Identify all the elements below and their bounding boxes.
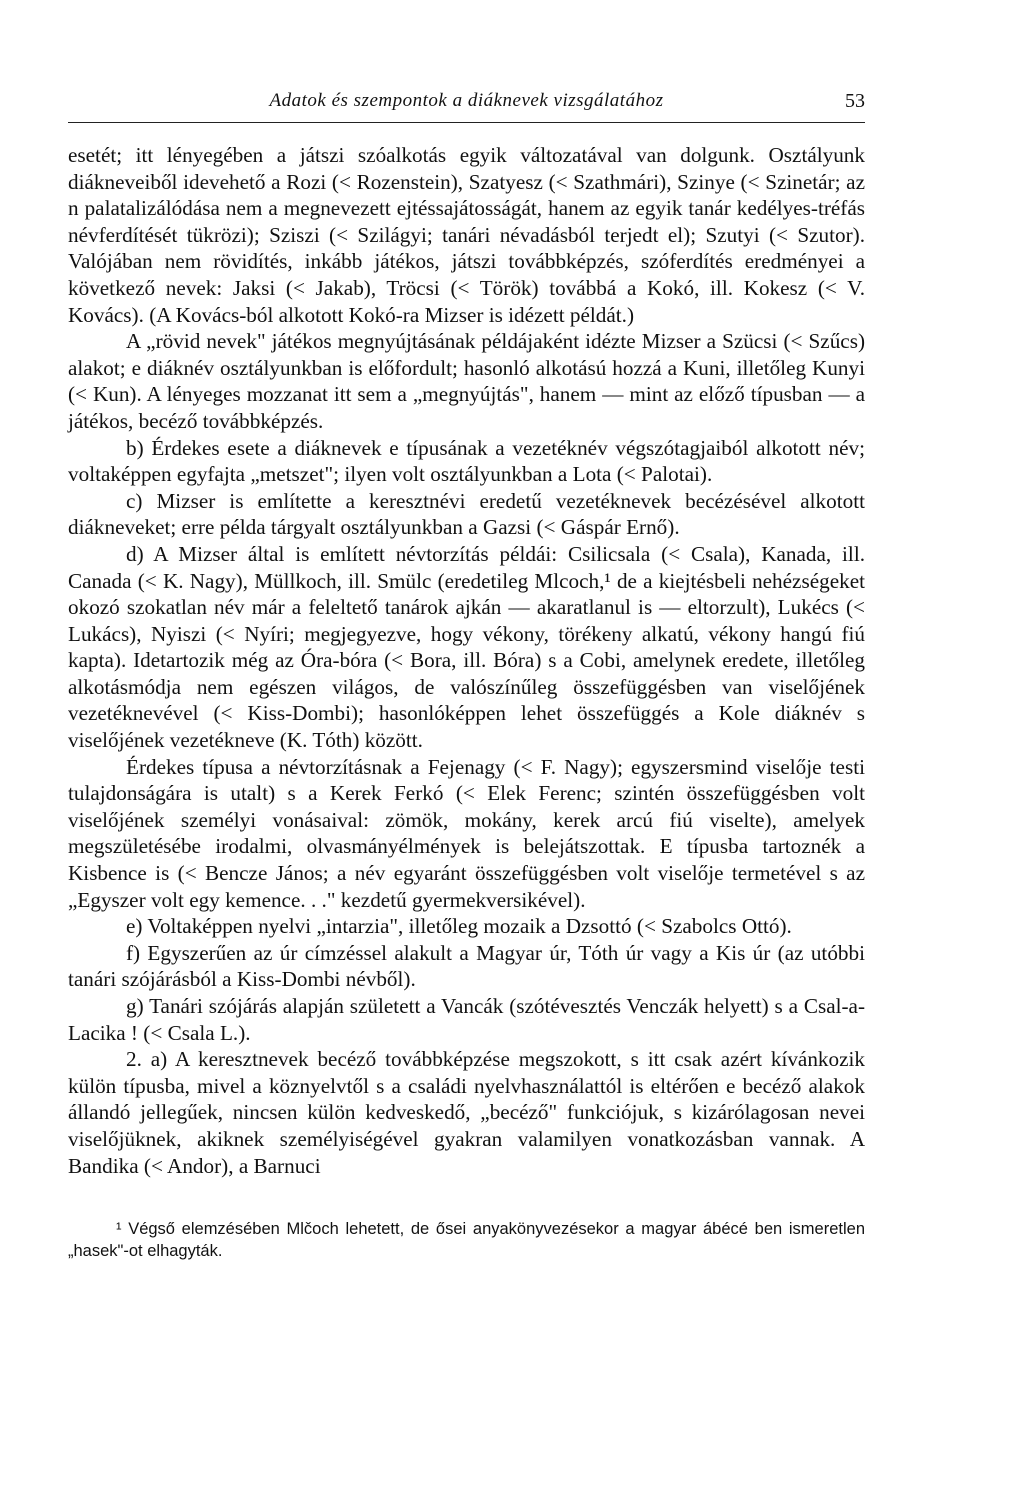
paragraph-c: c) Mizser is említette a keresztnévi eredetű vezetéknevek becézésével alkotott diákneveket; erre példa tárgyalt osztályunkban a Gazsi (< Gáspár Ernő). [68, 488, 865, 540]
footnote [68, 1218, 865, 1262]
paragraph-b: b) Érdekes esete a diáknevek e típusának a vezetéknév végszótagjaiból alkotott név; voltaképpen egyfajta „metszet"; ilyen volt osztályunkban a Lota (< Palotai). [68, 435, 865, 487]
running-title: Adatok és szempontok a diáknevek vizsgálatához [269, 90, 664, 111]
paragraph-f: f) Egyszerűen az úr címzéssel alakult a Magyar úr, Tóth úr vagy a Kis úr (az utóbbi tanári szójárásból a Kiss-Dombi névből). [68, 940, 865, 992]
page-number: 53 [845, 90, 865, 112]
body-text [68, 142, 865, 1179]
paragraph-d: d) A Mizser által is említett névtorzítás példái: Csilicsala (< Csala), Kanada, ill. Canada (< K. Nagy), Müllkoch, ill. Smülc (eredetileg Mlcoch,¹ de a kiejtésbeli nehézségeket okozó szokatlan név már a feleltető tanárok ajkán — akaratlanul is — eltorzult), Lukécs (< Lukács), Nyiszi (< Nyíri; megjegyezve, hogy vékony, törékeny alkatú, vékony hangú fiú kapta). Idetartozik még az Óra-bóra (< Bora, ill. Bóra) s a Cobi, amelynek eredete, illetőleg alkotásmódja nem egészen világos, de valószínűleg összefüggésben van viselőjének vezetéknevével (< Kiss-Dombi); hasonlóképpen lehet összefüggés a Kole diáknév s viselőjének vezetékneve (K. Tóth) között. [68, 541, 865, 753]
paragraph-2a: 2. a) A keresztnevek becéző továbbképzése megszokott, s itt csak azért kívánkozik külön típusba, mivel a köznyelvtől s a családi nyelvhasználattól is eltérően e becéző alakok állandó jellegűek, nincsen külön kedveskedő, „becéző" funkciójuk, s kizárólagosan nevei viselőjüknek, akiknek személyiségével gyakran valamilyen vonatkozásban vannak. A Bandika (< Andor), a Barnuci [68, 1047, 865, 1178]
paragraph-short-names: A „rövid nevek" játékos megnyújtásának példájaként idézte Mizser a Szücsi (< Szűcs) alakot; e diáknév osztályunkban is előfordult; hasonló alkotású hozzá a Kuni, illetőleg Kunyi (< Kun). A lényeges mozzanat itt sem a „megnyújtás", hanem — mint az előző típusban — a játékos, becéző továbbképzés. [68, 329, 865, 433]
page-header [68, 90, 865, 123]
footnote-text: ¹ Végső elemzésében Mlčoch lehetett, de ősei anyakönyvezésekor a magyar ábécé ben ismeretlen „hasek"-ot elhagyták. [68, 1220, 865, 1260]
paragraph-name-distortion: Érdekes típusa a névtorzításnak a Fejenagy (< F. Nagy); egyszersmind viselője testi tulajdonságára is utalt) s a Kerek Ferkó (< Elek Ferenc; szintén összefüggésben volt viselőjének személyi vonásaival: zömök, mokány, kerek arcú fiú viselte), amelyek megszületésébe irodalmi, olvasmányélmények is belejátszottak. E típusba tartoznék a Kisbence is (< Bencze János; a név egyaránt összefüggésben volt viselője termetével s az „Egyszer volt egy kemence. . ." kezdetű gyermekversikével). [68, 754, 865, 912]
paragraph-e: e) Voltaképpen nyelvi „intarzia", illetőleg mozaik a Dzsottó (< Szabolcs Ottó). [126, 914, 792, 939]
paragraph-continuation: esetét; itt lényegében a játszi szóalkotás egyik változatával van dolgunk. Osztályunk diákneveiből idevehető a Rozi (< Rozenstein), Szatyesz (< Szathmári), Szinye (< Szinetár; az n palatalizálódása nem a megnevezett ejtéssajátosságát, hanem az egyik tanár kedélyes-tréfás névferdítését tükrözi); Sziszi (< Szilágyi; tanári névadásból terjedt el); Szutyi (< Szutor). Valójában nem rövidítés, inkább játékos, játszi továbbképzés, szóferdítés eredményei a következő nevek: Jaksi (< Jakab), Tröcsi (< Török) továbbá a Kokó, ill. Kokesz (< V. Kovács). (A Kovács-ból alkotott Kokó-ra Mizser is idézett példát.) [68, 143, 865, 327]
paragraph-g: g) Tanári szójárás alapján született a Vancák (szótévesztés Venczák helyett) s a Csal-a-Lacika ! (< Csala L.). [68, 994, 865, 1045]
